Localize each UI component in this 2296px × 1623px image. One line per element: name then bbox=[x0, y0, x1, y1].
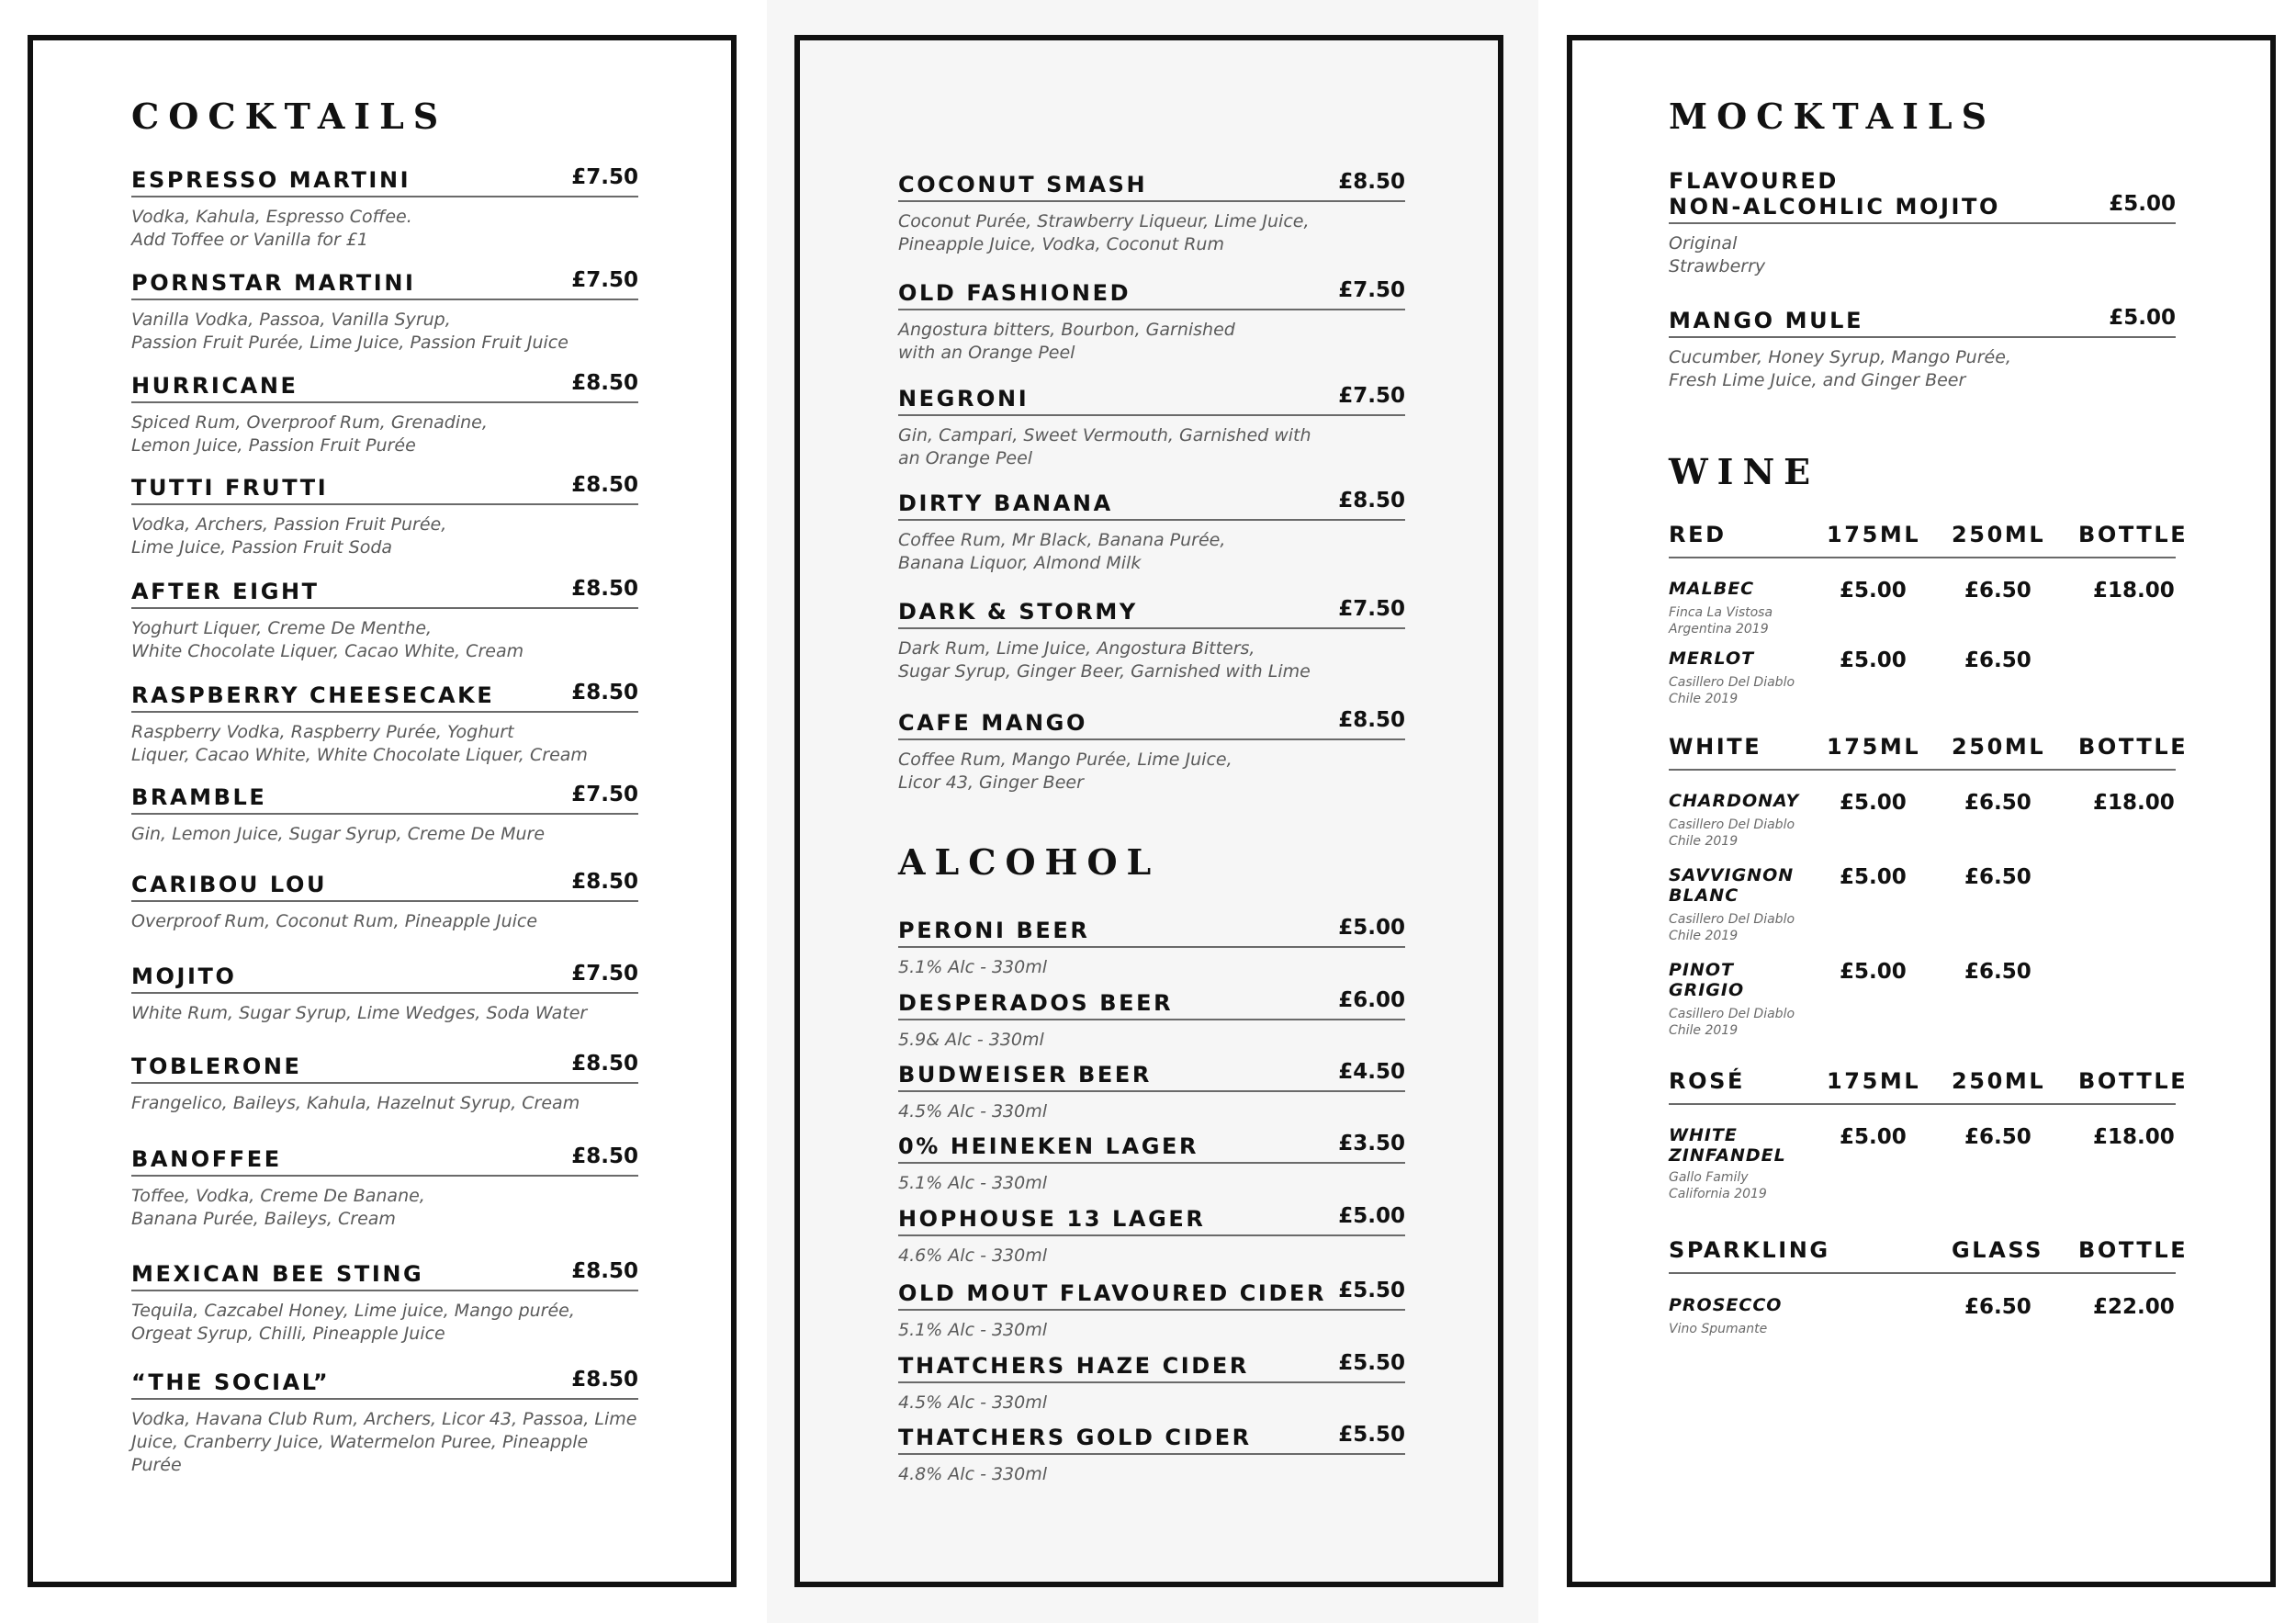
wine-row bbox=[1669, 960, 2176, 1038]
menu-item-description: Vodka, Archers, Passion Fruit Purée, Lime Juice, Passion Fruit Soda bbox=[131, 514, 447, 558]
menu-item-price: £8.50 bbox=[571, 681, 638, 704]
menu-item bbox=[1669, 168, 2176, 278]
menu-item-header bbox=[898, 384, 1405, 416]
menu-item-name: TUTTI FRUTTI bbox=[131, 475, 329, 501]
wine-row bbox=[1669, 865, 2176, 943]
menu-item-header bbox=[131, 870, 638, 902]
menu-item-name: NEGRONI bbox=[898, 386, 1030, 411]
menu-item-name: OLD MOUT FLAVOURED CIDER bbox=[898, 1280, 1327, 1306]
wine-column-header: 175ML bbox=[1827, 522, 1921, 547]
menu-item-header bbox=[898, 597, 1405, 629]
cocktails-heading: COCKTAILS bbox=[131, 96, 448, 137]
menu-item-price: £7.50 bbox=[571, 268, 638, 292]
wine-price: £5.00 bbox=[1840, 960, 1907, 984]
wine-column-header: BOTTLE bbox=[2078, 1237, 2189, 1263]
menu-item bbox=[131, 1259, 638, 1346]
menu-item-header bbox=[131, 577, 638, 609]
wine-column-header: 250ML bbox=[1952, 522, 2046, 547]
mocktails-wine-panel bbox=[1567, 35, 2276, 1587]
menu-item-description: Tequila, Cazcabel Honey, Lime juice, Mango purée, Orgeat Syrup, Chilli, Pineapple Juice bbox=[131, 1301, 575, 1344]
wine-column-header: 250ML bbox=[1952, 1068, 2046, 1094]
wine-origin: Casillero Del Diablo Chile 2019 bbox=[1669, 817, 1795, 849]
menu-item-price: £5.50 bbox=[1338, 1351, 1405, 1375]
menu-item-name: PERONI BEER bbox=[898, 918, 1090, 943]
menu-item-price: £5.00 bbox=[2109, 192, 2176, 216]
menu-item-price: £5.50 bbox=[1338, 1279, 1405, 1302]
menu-item-name: BUDWEISER BEER bbox=[898, 1062, 1152, 1088]
menu-item bbox=[898, 1279, 1405, 1342]
menu-item-price: £8.50 bbox=[571, 577, 638, 601]
menu-item-header bbox=[131, 962, 638, 994]
wine-column-header: WHITE bbox=[1669, 734, 1762, 760]
menu-item-price: £8.50 bbox=[571, 1144, 638, 1168]
wine-price: £18.00 bbox=[2093, 791, 2175, 815]
menu-item-description: 5.1% Alc - 330ml bbox=[898, 1320, 1048, 1340]
menu-item-header bbox=[898, 988, 1405, 1020]
menu-item-name: 0% HEINEKEN LAGER bbox=[898, 1133, 1199, 1159]
menu-item-name: COCONUT SMASH bbox=[898, 172, 1148, 197]
wine-origin: Casillero Del Diablo Chile 2019 bbox=[1669, 912, 1795, 943]
menu-item-header bbox=[131, 783, 638, 815]
wine-origin: Finca La Vistosa Argentina 2019 bbox=[1669, 605, 1773, 637]
menu-item-price: £8.50 bbox=[1338, 170, 1405, 194]
menu-item-header bbox=[898, 1351, 1405, 1383]
menu-item-header bbox=[898, 1204, 1405, 1236]
menu-item bbox=[131, 870, 638, 933]
menu-item-description: Coffee Rum, Mango Purée, Lime Juice, Licor 43, Ginger Beer bbox=[898, 750, 1232, 793]
menu-item-price: £8.50 bbox=[1338, 489, 1405, 513]
menu-item-header bbox=[898, 708, 1405, 740]
menu-item-price: £7.50 bbox=[1338, 597, 1405, 621]
menu-item-header bbox=[898, 1132, 1405, 1164]
wine-section-header bbox=[1669, 1063, 2189, 1105]
wine-row bbox=[1669, 1125, 2176, 1201]
wine-name: PROSECCO bbox=[1669, 1295, 1783, 1315]
wine-column-header: BOTTLE bbox=[2078, 522, 2189, 547]
wine-column-header: ROSÉ bbox=[1669, 1068, 1745, 1094]
menu-item bbox=[898, 988, 1405, 1052]
wine-column-header: SPARKLING bbox=[1669, 1237, 1830, 1263]
menu-item-header bbox=[131, 473, 638, 505]
menu-item-name: BANOFFEE bbox=[131, 1146, 282, 1172]
menu-item-header bbox=[898, 1060, 1405, 1092]
wine-column-header: BOTTLE bbox=[2078, 1068, 2189, 1094]
wine-name: PINOT GRIGIO bbox=[1669, 960, 1745, 1000]
menu-item-price: £8.50 bbox=[571, 371, 638, 395]
wine-name: MALBEC bbox=[1669, 579, 1755, 599]
wine-price: £5.00 bbox=[1840, 865, 1907, 889]
menu-item bbox=[898, 1204, 1405, 1268]
menu-item bbox=[131, 371, 638, 457]
menu-item bbox=[131, 1368, 638, 1477]
wine-section-header bbox=[1669, 728, 2189, 771]
menu-item-description: Coffee Rum, Mr Black, Banana Purée, Banana Liquor, Almond Milk bbox=[898, 530, 1226, 573]
menu-item-name: THATCHERS HAZE CIDER bbox=[898, 1353, 1249, 1379]
menu-item-price: £5.00 bbox=[1338, 1204, 1405, 1228]
menu-item-header bbox=[898, 489, 1405, 521]
menu-item-description: Dark Rum, Lime Juice, Angostura Bitters, Sugar Syrup, Ginger Beer, Garnished with Lime bbox=[898, 638, 1311, 682]
menu-item bbox=[898, 278, 1405, 365]
menu-item bbox=[131, 165, 638, 252]
menu-item-description: Gin, Campari, Sweet Vermouth, Garnished with an Orange Peel bbox=[898, 425, 1311, 468]
menu-item-price: £5.00 bbox=[1338, 916, 1405, 940]
menu-item bbox=[1669, 306, 2176, 392]
menu-item-description: Yoghurt Liquer, Creme De Menthe, White Chocolate Liquer, Cacao White, Cream bbox=[131, 618, 524, 661]
wine-price: £22.00 bbox=[2093, 1295, 2175, 1319]
menu-item-description: Vodka, Kahula, Espresso Coffee. Add Toffee or Vanilla for £1 bbox=[131, 207, 412, 250]
wine-column-header: RED bbox=[1669, 522, 1727, 547]
menu-item-description: 5.1% Alc - 330ml bbox=[898, 1173, 1048, 1193]
menu-item-description: Toffee, Vodka, Creme De Banane, Banana Purée, Baileys, Cream bbox=[131, 1186, 425, 1229]
menu-item-price: £8.50 bbox=[571, 1259, 638, 1283]
wine-section-header bbox=[1669, 1232, 2189, 1274]
menu-item-price: £8.50 bbox=[571, 1052, 638, 1076]
menu-item-name: CAFE MANGO bbox=[898, 710, 1087, 736]
menu-item-description: 4.8% Alc - 330ml bbox=[898, 1464, 1048, 1484]
menu-item bbox=[898, 1060, 1405, 1123]
menu-item-price: £7.50 bbox=[1338, 384, 1405, 408]
wine-origin: Gallo Family California 2019 bbox=[1669, 1170, 1767, 1201]
menu-item-description: 4.5% Alc - 330ml bbox=[898, 1101, 1048, 1121]
menu-item bbox=[898, 708, 1405, 795]
menu-item-header bbox=[131, 371, 638, 403]
menu-item-description: Vanilla Vodka, Passoa, Vanilla Syrup, Passion Fruit Purée, Lime Juice, Passion Fruit Juice bbox=[131, 310, 568, 353]
mocktails-heading: MOCKTAILS bbox=[1669, 96, 1997, 137]
cocktails-alcohol-panel bbox=[794, 35, 1503, 1587]
wine-origin: Casillero Del Diablo Chile 2019 bbox=[1669, 675, 1795, 706]
menu-item-description: Overproof Rum, Coconut Rum, Pineapple Juice bbox=[131, 911, 538, 931]
menu-item bbox=[898, 170, 1405, 256]
wine-price: £6.50 bbox=[1964, 1295, 2032, 1319]
wine-price: £6.50 bbox=[1964, 960, 2032, 984]
wine-price: £18.00 bbox=[2093, 579, 2175, 603]
wine-column-header: 175ML bbox=[1827, 1068, 1921, 1094]
menu-item-name: DESPERADOS BEER bbox=[898, 990, 1174, 1016]
menu-item-price: £7.50 bbox=[1338, 278, 1405, 302]
menu-item-name: HURRICANE bbox=[131, 373, 298, 399]
wine-heading: WINE bbox=[1669, 451, 1820, 492]
menu-item-name: MEXICAN BEE STING bbox=[131, 1261, 424, 1287]
wine-row bbox=[1669, 579, 2176, 643]
menu-item-header bbox=[1669, 306, 2176, 338]
menu-item-price: £5.00 bbox=[2109, 306, 2176, 330]
menu-item-name: AFTER EIGHT bbox=[131, 579, 320, 604]
menu-item-name: RASPBERRY CHEESECAKE bbox=[131, 682, 495, 708]
wine-column-header: GLASS bbox=[1952, 1237, 2044, 1263]
menu-item-header bbox=[898, 278, 1405, 310]
menu-item-description: Gin, Lemon Juice, Sugar Syrup, Creme De Mure bbox=[131, 824, 546, 844]
menu-item-price: £7.50 bbox=[571, 962, 638, 986]
menu-item-description: White Rum, Sugar Syrup, Lime Wedges, Soda Water bbox=[131, 1003, 588, 1023]
menu-item-price: £7.50 bbox=[571, 783, 638, 806]
menu-item bbox=[898, 1132, 1405, 1195]
menu-item-description: Frangelico, Baileys, Kahula, Hazelnut Syrup, Cream bbox=[131, 1093, 580, 1113]
cocktails-panel bbox=[28, 35, 737, 1587]
menu-item bbox=[898, 1423, 1405, 1486]
menu-item-description: 5.9& Alc - 330ml bbox=[898, 1030, 1044, 1050]
menu-item-name: DIRTY BANANA bbox=[898, 490, 1113, 516]
menu-item bbox=[131, 783, 638, 846]
wine-row bbox=[1669, 1295, 2176, 1359]
menu-item-header bbox=[131, 1052, 638, 1084]
menu-item-description: 4.6% Alc - 330ml bbox=[898, 1245, 1048, 1266]
menu-item-description: 4.5% Alc - 330ml bbox=[898, 1392, 1048, 1413]
wine-column-header: 175ML bbox=[1827, 734, 1921, 760]
menu-item bbox=[131, 681, 638, 767]
wine-price: £6.50 bbox=[1964, 865, 2032, 889]
wine-price: £18.00 bbox=[2093, 1125, 2175, 1149]
menu-item-description: Raspberry Vodka, Raspberry Purée, Yoghurt Liquer, Cacao White, White Chocolate Liquer, Cream bbox=[131, 722, 588, 765]
wine-row bbox=[1669, 648, 2176, 713]
wine-price: £5.00 bbox=[1840, 648, 1907, 672]
menu-item-header bbox=[898, 1423, 1405, 1455]
menu-item-header bbox=[898, 1279, 1405, 1311]
wine-price: £5.00 bbox=[1840, 791, 1907, 815]
menu-item bbox=[131, 268, 638, 355]
menu-item-name: HOPHOUSE 13 LAGER bbox=[898, 1206, 1206, 1232]
menu-item-name: MOJITO bbox=[131, 964, 237, 989]
wine-origin: Casillero Del Diablo Chile 2019 bbox=[1669, 1007, 1795, 1038]
wine-price: £6.50 bbox=[1964, 791, 2032, 815]
menu-item-header bbox=[131, 1368, 638, 1400]
wine-name: SAVVIGNON BLANC bbox=[1669, 865, 1795, 906]
menu-item-description: Vodka, Havana Club Rum, Archers, Licor 43, Passoa, Lime Juice, Cranberry Juice, Watermelon Puree, Pineapple Purée bbox=[131, 1409, 637, 1475]
wine-price: £6.50 bbox=[1964, 1125, 2032, 1149]
alcohol-heading: ALCOHOL bbox=[898, 841, 1161, 883]
wine-name: WHITE ZINFANDEL bbox=[1669, 1125, 1786, 1166]
menu-item-name: THATCHERS GOLD CIDER bbox=[898, 1425, 1252, 1450]
wine-price: £5.00 bbox=[1840, 1125, 1907, 1149]
menu-item-description: Spiced Rum, Overproof Rum, Grenadine, Lemon Juice, Passion Fruit Purée bbox=[131, 412, 488, 456]
menu-item-price: £5.50 bbox=[1338, 1423, 1405, 1447]
menu-item-name: CARIBOU LOU bbox=[131, 872, 328, 897]
menu-item bbox=[898, 597, 1405, 683]
wine-column-header: 250ML bbox=[1952, 734, 2046, 760]
menu-item-price: £3.50 bbox=[1338, 1132, 1405, 1155]
wine-price: £6.50 bbox=[1964, 648, 2032, 672]
menu-item-description: Original Strawberry bbox=[1669, 233, 1766, 276]
menu-item bbox=[131, 962, 638, 1025]
wine-name: MERLOT bbox=[1669, 648, 1755, 669]
menu-item-description: Coconut Purée, Strawberry Liqueur, Lime Juice, Pineapple Juice, Vodka, Coconut Rum bbox=[898, 211, 1310, 254]
menu-item-description: Cucumber, Honey Syrup, Mango Purée, Fresh Lime Juice, and Ginger Beer bbox=[1669, 347, 2011, 390]
menu-item-price: £8.50 bbox=[571, 870, 638, 894]
menu-item bbox=[131, 473, 638, 559]
menu-item-name: OLD FASHIONED bbox=[898, 280, 1131, 306]
menu-item-price: £6.00 bbox=[1338, 988, 1405, 1012]
menu-item-price: £8.50 bbox=[571, 473, 638, 497]
wine-row bbox=[1669, 791, 2176, 855]
menu-item-header bbox=[898, 916, 1405, 948]
menu-item-name: “THE SOCIAL” bbox=[131, 1369, 331, 1395]
menu-item-price: £8.50 bbox=[571, 1368, 638, 1392]
menu-item-name: PORNSTAR MARTINI bbox=[131, 270, 416, 296]
menu-item-header bbox=[898, 170, 1405, 202]
wine-section-header bbox=[1669, 516, 2189, 558]
menu-item-description: Angostura bitters, Bourbon, Garnished with an Orange Peel bbox=[898, 320, 1235, 363]
menu-item bbox=[898, 1351, 1405, 1414]
menu-item-name: ESPRESSO MARTINI bbox=[131, 167, 411, 193]
menu-item-name: FLAVOURED NON-ALCOHLIC MOJITO bbox=[1669, 168, 2001, 220]
wine-name: CHARDONAY bbox=[1669, 791, 1800, 811]
wine-price: £5.00 bbox=[1840, 579, 1907, 603]
menu-item bbox=[131, 1052, 638, 1115]
wine-price: £6.50 bbox=[1964, 579, 2032, 603]
menu-item-price: £8.50 bbox=[1338, 708, 1405, 732]
menu-item-header bbox=[131, 268, 638, 300]
menu-item-header bbox=[131, 1144, 638, 1177]
wine-column-header: BOTTLE bbox=[2078, 734, 2189, 760]
menu-item bbox=[131, 1144, 638, 1231]
menu-item-price: £7.50 bbox=[571, 165, 638, 189]
menu-item-description: 5.1% Alc - 330ml bbox=[898, 957, 1048, 977]
menu-item bbox=[898, 384, 1405, 470]
menu-item bbox=[131, 577, 638, 663]
menu-item-name: TOBLERONE bbox=[131, 1054, 302, 1079]
menu-item bbox=[898, 489, 1405, 575]
menu-item-name: DARK & STORMY bbox=[898, 599, 1138, 625]
menu-item-price: £4.50 bbox=[1338, 1060, 1405, 1084]
wine-origin: Vino Spumante bbox=[1669, 1322, 1768, 1336]
menu-item-header bbox=[131, 1259, 638, 1291]
menu-item-header bbox=[131, 165, 638, 197]
menu-item-header bbox=[131, 681, 638, 713]
menu-item-header bbox=[1669, 168, 2176, 224]
menu-item bbox=[898, 916, 1405, 979]
menu-item-name: MANGO MULE bbox=[1669, 308, 1864, 333]
menu-item-name: BRAMBLE bbox=[131, 784, 267, 810]
